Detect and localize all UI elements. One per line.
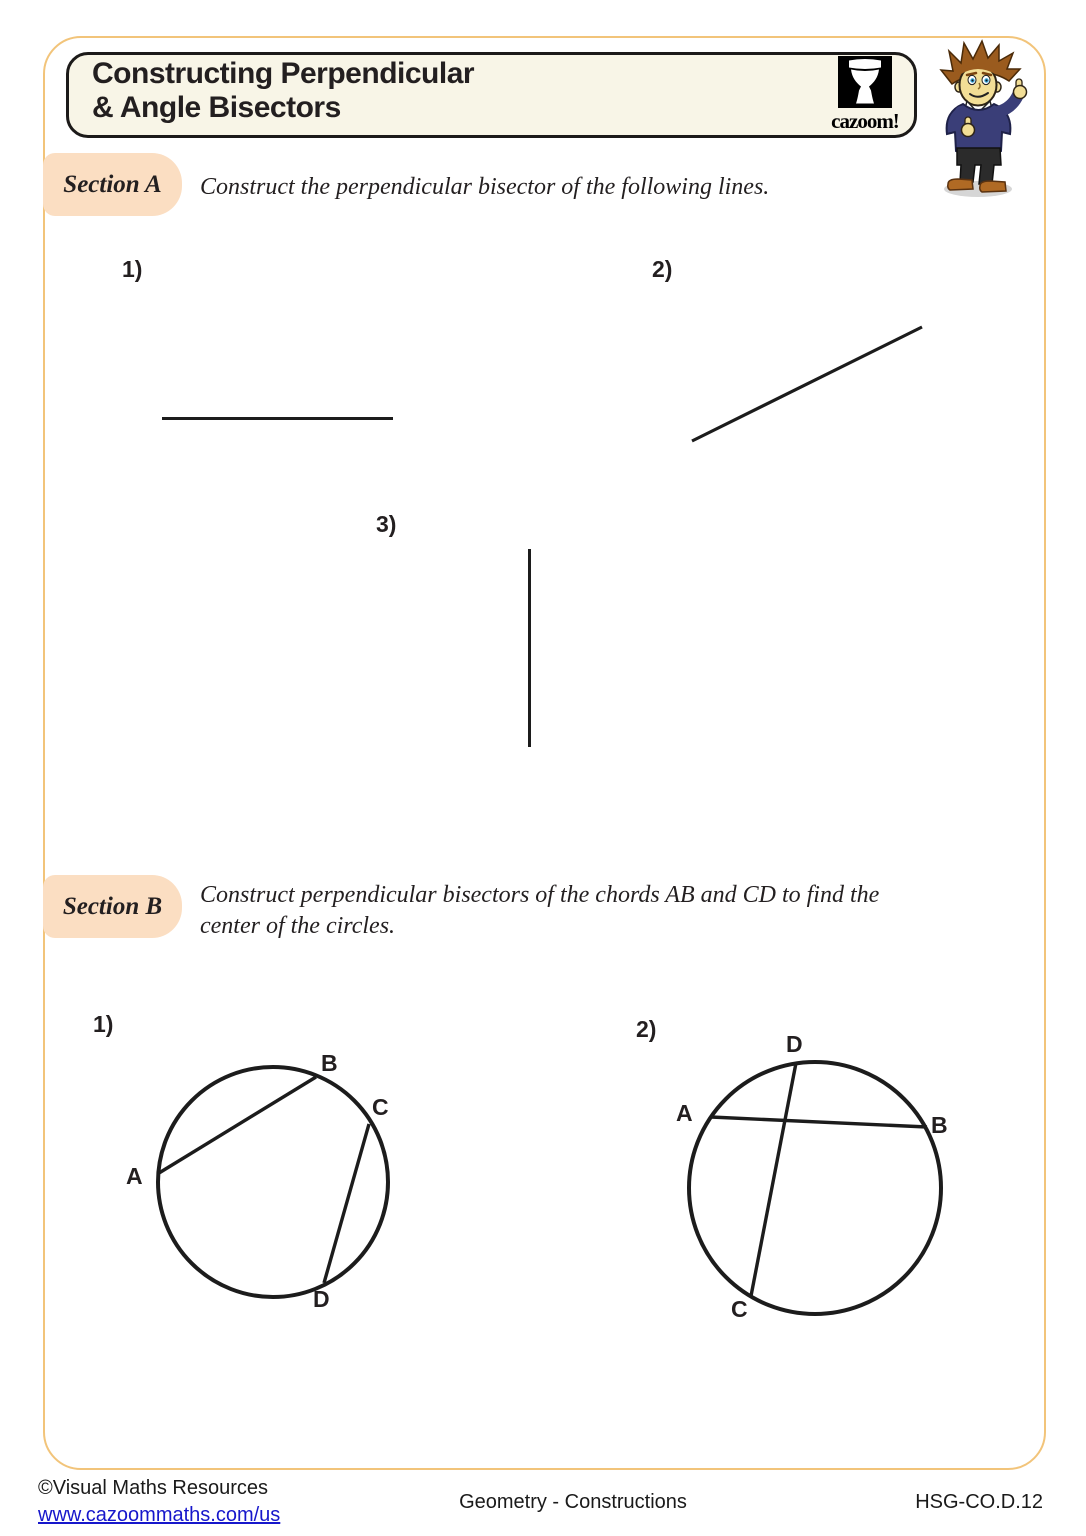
circle-1-point-a-label: A [126, 1163, 143, 1189]
circle-1-point-b-label: B [321, 1050, 338, 1076]
circle-1-diagram [130, 1040, 420, 1330]
page-title-line2: & Angle Bisectors [92, 91, 341, 124]
cazoom-drum-icon [838, 56, 892, 108]
section-b-instruction-line1: Construct perpendicular bisectors of the chords AB and CD to find the [200, 882, 880, 908]
circle-2-diagram [685, 1055, 955, 1325]
section-a-badge [43, 153, 182, 216]
circle-1-point-c-label: C [372, 1094, 389, 1120]
section-a-label: Section A [63, 170, 162, 198]
section-b-instruction [200, 880, 920, 942]
section-b-instruction-line2: center of the circles. [200, 913, 396, 939]
footer-topic: Geometry - Constructions [459, 1491, 687, 1513]
problem-b1-number: 1) [93, 1011, 114, 1037]
circle-1-point-d-label: D [313, 1286, 330, 1312]
footer-standard-code: HSG-CO.D.12 [915, 1491, 1043, 1513]
problem-a2-number: 2) [652, 256, 673, 282]
problem-a1-line-segment [162, 417, 393, 420]
circle-2-point-a-label: A [676, 1100, 693, 1126]
cazoom-logo [815, 56, 915, 134]
problem-b2-number: 2) [636, 1016, 657, 1042]
footer-copyright: ©Visual Maths Resources [38, 1477, 269, 1499]
footer-website-link[interactable]: www.cazoommaths.com/us [38, 1504, 281, 1526]
section-b-badge [43, 875, 182, 938]
section-b-label: Section B [62, 892, 163, 920]
circle-2-point-b-label: B [931, 1112, 948, 1138]
problem-a1-number: 1) [122, 256, 143, 282]
mascot-illustration [928, 38, 1040, 200]
problem-a2-line-segment [688, 323, 926, 445]
problem-a3-line-segment [528, 549, 531, 747]
circle-2-point-c-label: C [731, 1296, 748, 1322]
section-a-instruction: Construct the perpendicular bisector of the following lines. [200, 174, 770, 200]
circle-2-point-d-label: D [786, 1031, 803, 1057]
cazoom-logo-text: cazoom! [831, 109, 899, 133]
page-title [92, 57, 474, 125]
page-title-line1: Constructing Perpendicular [92, 57, 475, 90]
problem-a3-number: 3) [376, 511, 397, 537]
